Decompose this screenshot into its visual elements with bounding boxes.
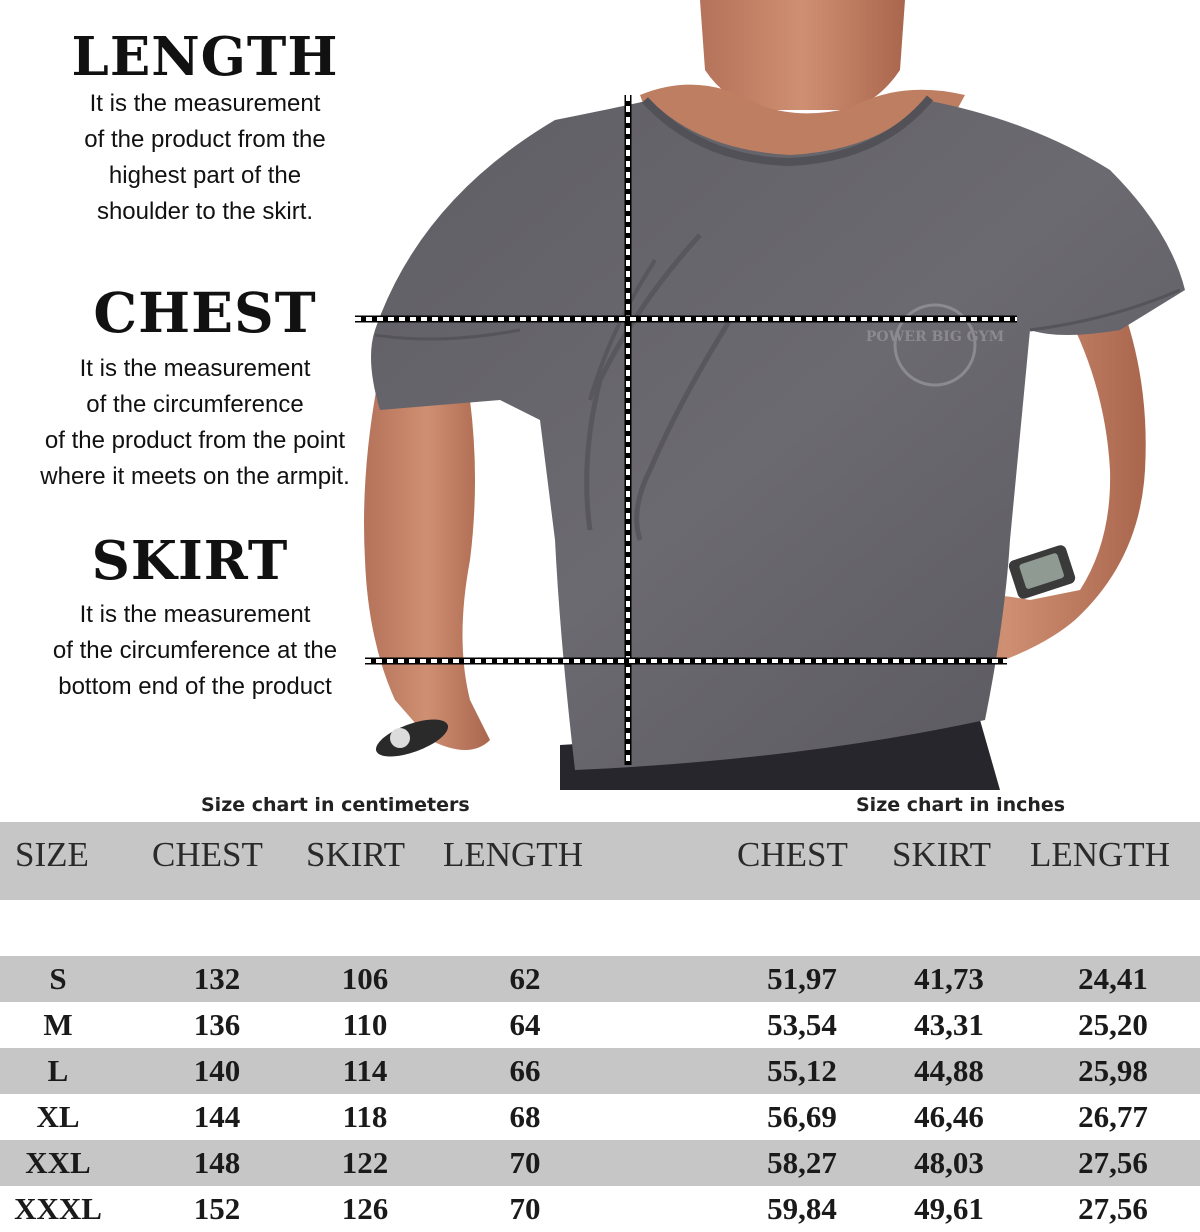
cell-in-skirt: 48,03 <box>914 1145 984 1180</box>
cell-cm-chest: 148 <box>193 1145 241 1180</box>
cell-cm-skirt: 118 <box>342 1099 388 1134</box>
chest-line-4: where it meets on the armpit. <box>40 463 350 490</box>
cell-cm-chest: 152 <box>193 1191 241 1226</box>
table-row <box>0 1186 1200 1232</box>
cm-table-title: Size chart in centimeters <box>201 794 470 816</box>
cell-size: S <box>49 961 67 996</box>
length-line-3: highest part of the <box>108 162 302 189</box>
cell-in-length: 26,77 <box>1078 1099 1148 1134</box>
cell-cm-chest: 136 <box>193 1007 241 1042</box>
chest-line-3: of the product from the point <box>44 427 346 454</box>
header-cm-length: LENGTH <box>443 835 583 874</box>
cell-cm-length: 62 <box>509 961 541 996</box>
cell-in-length: 25,20 <box>1078 1007 1148 1042</box>
chest-heading: CHEST <box>93 280 317 345</box>
chest-description <box>25 351 365 495</box>
cell-cm-length: 64 <box>509 1007 541 1042</box>
cell-size: M <box>43 1007 73 1042</box>
logo-text: POWER BIG GYM <box>865 329 1005 345</box>
cell-in-length: 24,41 <box>1078 961 1148 996</box>
model-figure <box>364 0 1185 790</box>
skirt-line-2: of the circumference at the <box>52 637 338 664</box>
cell-cm-chest: 140 <box>193 1053 241 1088</box>
length-description <box>40 86 370 230</box>
length-heading: LENGTH <box>71 26 339 88</box>
skirt-line-1: It is the measurement <box>79 601 311 628</box>
cell-cm-skirt: 122 <box>341 1145 389 1180</box>
cell-size: XXL <box>25 1145 91 1180</box>
header-cm-chest: CHEST <box>152 835 263 874</box>
header-in-skirt: SKIRT <box>892 835 992 874</box>
cell-size: L <box>47 1053 69 1088</box>
header-in-chest: CHEST <box>737 835 848 874</box>
cell-cm-length: 70 <box>509 1145 541 1180</box>
cell-in-chest: 51,97 <box>767 961 837 996</box>
length-line-2: of the product from the <box>84 126 326 153</box>
chest-line-2: of the circumference <box>86 391 304 418</box>
table-row <box>0 1002 1200 1048</box>
cell-in-chest: 53,54 <box>767 1007 837 1042</box>
skirt-line-3: bottom end of the product <box>58 673 332 700</box>
cell-in-skirt: 41,73 <box>914 961 984 996</box>
cell-in-chest: 59,84 <box>767 1191 837 1226</box>
cell-in-chest: 56,69 <box>767 1099 837 1134</box>
cell-cm-length: 70 <box>509 1191 541 1226</box>
length-line-4: shoulder to the skirt. <box>96 198 314 225</box>
cell-cm-skirt: 110 <box>342 1007 388 1042</box>
cell-in-length: 25,98 <box>1078 1053 1148 1088</box>
table-row <box>0 1094 1200 1140</box>
inch-table-title: Size chart in inches <box>856 794 1066 816</box>
cell-in-skirt: 46,46 <box>914 1099 984 1134</box>
cell-cm-length: 66 <box>509 1053 541 1088</box>
header-in-length: LENGTH <box>1030 835 1170 874</box>
length-line-1: It is the measurement <box>89 90 321 117</box>
table-row <box>0 956 1200 1002</box>
cell-in-skirt: 43,31 <box>914 1007 984 1042</box>
cell-in-chest: 55,12 <box>767 1053 837 1088</box>
cell-in-length: 27,56 <box>1078 1191 1148 1226</box>
header-size: SIZE <box>15 835 89 874</box>
cell-size: XXXL <box>14 1191 102 1226</box>
cell-cm-skirt: 114 <box>342 1053 388 1088</box>
table-row <box>0 1140 1200 1186</box>
skirt-description <box>30 597 360 705</box>
cell-in-skirt: 49,61 <box>914 1191 984 1226</box>
cell-in-length: 27,56 <box>1078 1145 1148 1180</box>
skirt-heading: SKIRT <box>91 530 289 592</box>
chest-line-1: It is the measurement <box>79 355 311 382</box>
cell-cm-chest: 132 <box>193 961 241 996</box>
cell-cm-chest: 144 <box>193 1099 241 1134</box>
header-cm-skirt: SKIRT <box>306 835 406 874</box>
cell-cm-length: 68 <box>509 1099 541 1134</box>
cell-cm-skirt: 126 <box>341 1191 389 1226</box>
cell-in-skirt: 44,88 <box>914 1053 984 1088</box>
table-row <box>0 1048 1200 1094</box>
cell-size: XL <box>36 1099 80 1134</box>
cell-in-chest: 58,27 <box>767 1145 837 1180</box>
cell-cm-skirt: 106 <box>341 961 389 996</box>
